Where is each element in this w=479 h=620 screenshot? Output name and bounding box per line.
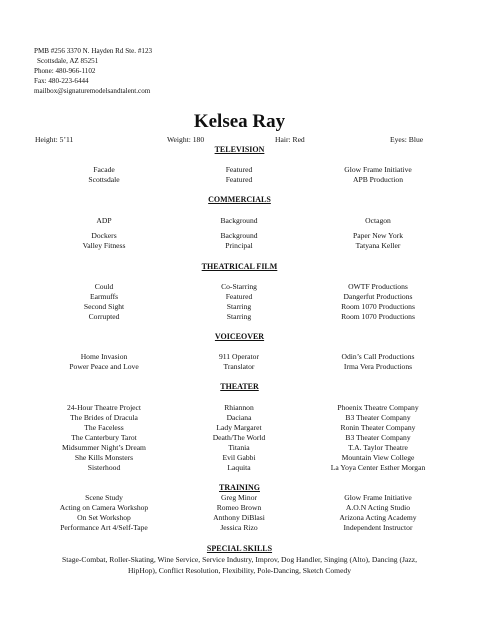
film-role: Featured bbox=[225, 292, 253, 301]
commercials-project: ADP bbox=[96, 216, 112, 225]
skills-line: HipHop), Conflict Resolution, Flexibility, Pole-Dancing, Sketch Comedy bbox=[127, 565, 352, 575]
film-project: Corrupted bbox=[88, 312, 120, 321]
television-company: APB Production bbox=[353, 175, 403, 184]
film-role: Starring bbox=[226, 302, 252, 311]
theater-company: Mountain View College bbox=[341, 453, 415, 462]
theater-heading: THEATER bbox=[220, 382, 259, 391]
stat-eyes: Eyes: Blue bbox=[390, 135, 424, 144]
skills-block bbox=[0, 555, 479, 576]
theater-role: Evil Gabbi bbox=[222, 453, 256, 462]
agency-address: PMB #256 3370 N. Hayden Rd Ste. #123 bbox=[34, 47, 153, 55]
television-heading: TELEVISION bbox=[214, 145, 265, 154]
training-project: On Set Workshop bbox=[77, 513, 131, 522]
commercials-project: Dockers bbox=[91, 231, 117, 240]
skills-heading: SPECIAL SKILLS bbox=[206, 544, 273, 553]
theater-project: Sisterhood bbox=[87, 463, 121, 472]
television-role: Featured bbox=[225, 165, 253, 174]
television-company: Glow Frame Initiative bbox=[344, 165, 412, 174]
training-role: Jessica Rizo bbox=[220, 523, 258, 532]
theater-role: Daciana bbox=[226, 413, 252, 422]
voiceover-role: Translator bbox=[223, 362, 255, 371]
theater-role: Titania bbox=[228, 443, 250, 452]
commercials-role: Background bbox=[220, 216, 258, 225]
training-company: Arizona Acting Academy bbox=[339, 513, 417, 522]
film-project: Could bbox=[94, 282, 114, 291]
film-company: Room 1070 Productions bbox=[341, 312, 415, 321]
theater-company: Phoenix Theatre Company bbox=[337, 403, 419, 412]
stat-weight: Weight: 180 bbox=[167, 135, 205, 144]
film-project: Second Sight bbox=[83, 302, 125, 311]
agency-contact-block bbox=[34, 47, 152, 97]
theater-project: Midsummer Night’s Dream bbox=[62, 443, 146, 452]
commercials-company: Octagon bbox=[365, 216, 391, 225]
stat-hair: Hair: Red bbox=[275, 135, 305, 144]
training-role: Greg Minor bbox=[220, 493, 258, 502]
training-company: A.O.N Acting Studio bbox=[345, 503, 411, 512]
theater-project: The Faceless bbox=[84, 423, 124, 432]
theater-role: Rhiannon bbox=[224, 403, 254, 412]
commercials-heading: COMMERCIALS bbox=[208, 195, 271, 204]
training-company: Independent Instructor bbox=[343, 523, 413, 532]
theater-project: She Kills Monsters bbox=[74, 453, 134, 462]
theater-role: Death/The World bbox=[212, 433, 266, 442]
training-role: Anthony DiBlasi bbox=[213, 513, 265, 522]
skills-line: Stage-Combat, Roller-Skating, Wine Service, Service Industry, Improv, Dog Handler, Singing (Alto), Dancing (Jazz, bbox=[62, 555, 417, 564]
commercials-company: Tatyana Keller bbox=[355, 241, 401, 250]
theater-company: La Yoya Center Esther Morgan bbox=[330, 463, 426, 472]
film-company: Dangerfut Productions bbox=[343, 292, 413, 301]
voiceover-project: Home Invasion bbox=[80, 352, 128, 361]
agency-city: Scottsdale, AZ 85251 bbox=[37, 56, 99, 65]
training-company: Glow Frame Initiative bbox=[344, 493, 412, 502]
actor-name: Kelsea Ray bbox=[193, 111, 286, 132]
training-heading: TRAINING bbox=[219, 483, 260, 492]
stat-height: Height: 5’11 bbox=[35, 135, 74, 144]
training-project: Acting on Camera Workshop bbox=[59, 503, 149, 512]
voiceover-heading: VOICEOVER bbox=[214, 332, 265, 341]
voiceover-project: Power Peace and Love bbox=[69, 362, 139, 371]
theater-company: B3 Theater Company bbox=[345, 433, 411, 442]
theater-role: Lady Margaret bbox=[216, 423, 262, 432]
theater-project: 24-Hour Theatre Project bbox=[66, 403, 142, 412]
training-role: Romeo Brown bbox=[216, 503, 262, 512]
commercials-role: Principal bbox=[225, 241, 253, 250]
film-role: Co-Starring bbox=[221, 282, 257, 291]
commercials-role: Background bbox=[220, 231, 258, 240]
theater-company: Ronin Theater Company bbox=[340, 423, 416, 432]
theater-company: B3 Theater Company bbox=[345, 413, 411, 422]
theater-role: Laquita bbox=[227, 463, 251, 472]
film-company: OWTF Productions bbox=[348, 282, 408, 291]
film-project: Earmuffs bbox=[89, 292, 119, 301]
agency-phone: Phone: 480-966-1102 bbox=[34, 66, 96, 75]
theater-company: T.A. Taylor Theatre bbox=[348, 443, 408, 452]
voiceover-role: 911 Operator bbox=[219, 352, 259, 361]
film-company: Room 1070 Productions bbox=[341, 302, 415, 311]
training-project: Performance Art 4/Self-Tape bbox=[60, 523, 148, 532]
theater-project: The Canterbury Tarot bbox=[71, 433, 137, 442]
film-role: Starring bbox=[226, 312, 252, 321]
television-project: Scottsdale bbox=[88, 175, 120, 184]
agency-fax: Fax: 480-223-6444 bbox=[34, 76, 89, 85]
agency-email: mailbox@signaturemodelsandtalent.com bbox=[34, 86, 151, 95]
commercials-company: Paper New York bbox=[353, 231, 403, 240]
voiceover-company: Irma Vera Productions bbox=[343, 362, 413, 371]
television-project: Facade bbox=[93, 165, 115, 174]
training-project: Scene Study bbox=[85, 493, 123, 502]
commercials-project: Valley Fitness bbox=[82, 241, 126, 250]
television-role: Featured bbox=[225, 175, 253, 184]
theater-project: The Brides of Dracula bbox=[70, 413, 138, 422]
voiceover-company: Odin’s Call Productions bbox=[341, 352, 415, 361]
film-heading: THEATRICAL FILM bbox=[201, 262, 278, 271]
